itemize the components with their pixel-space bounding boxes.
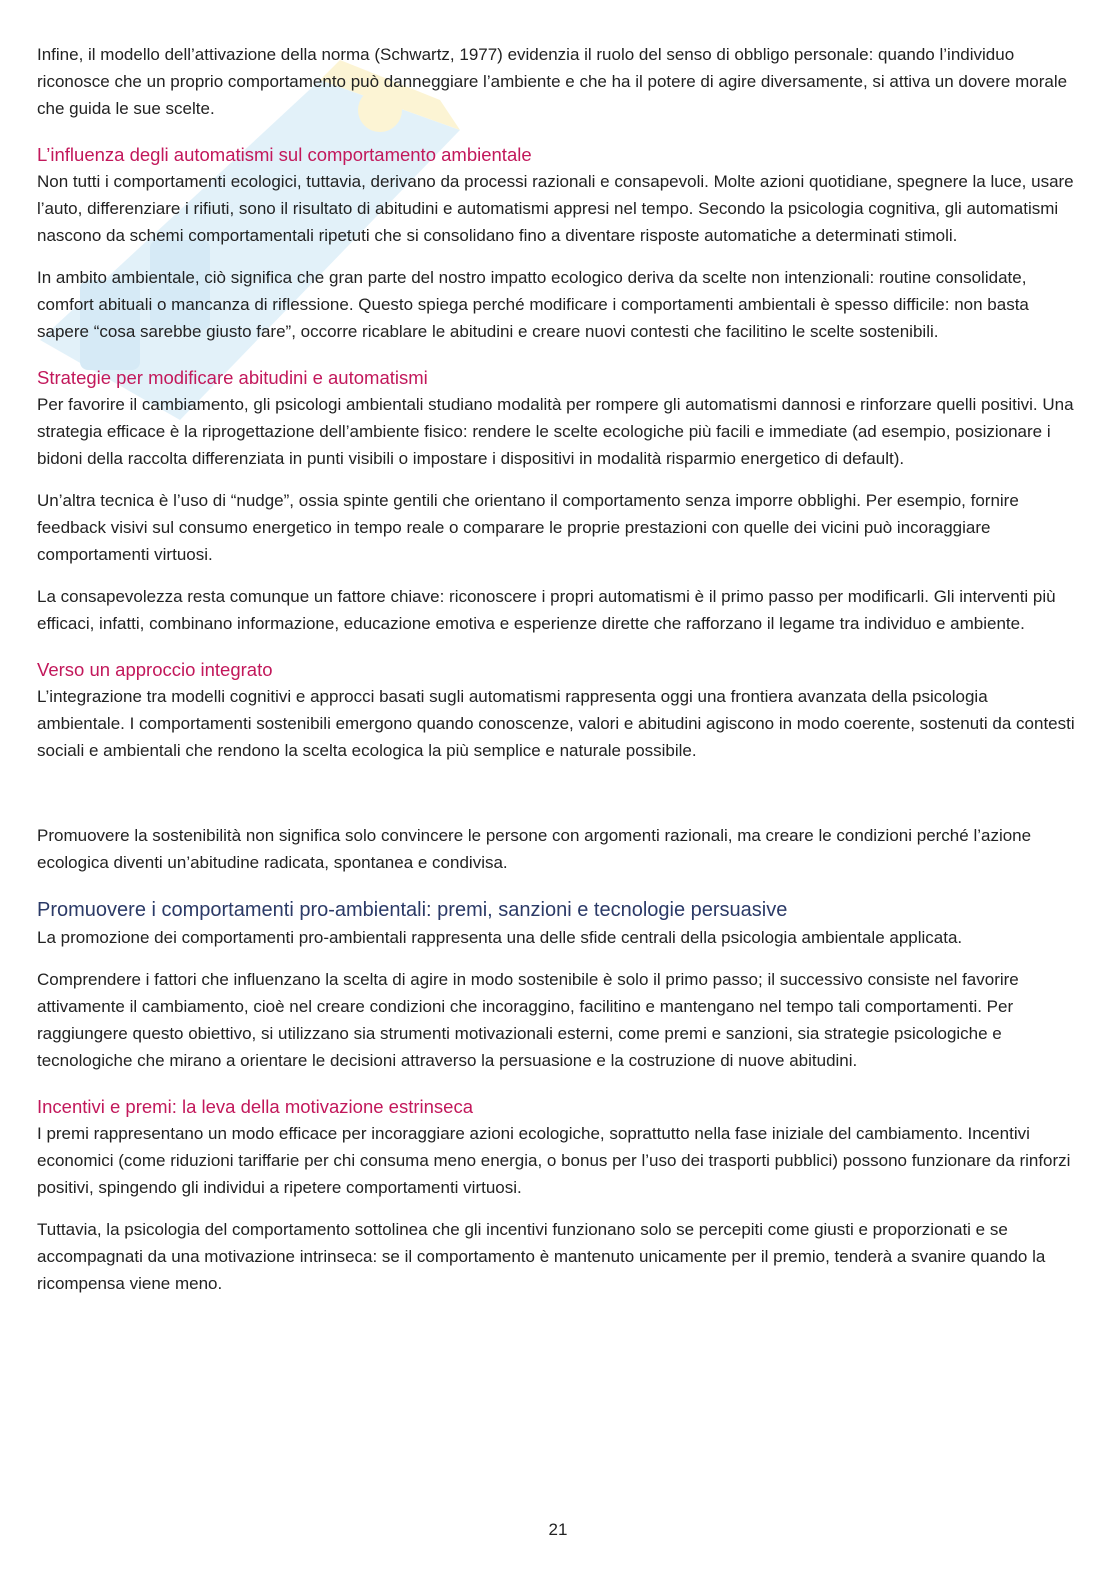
- automatismi-paragraph-2: In ambito ambientale, ciò significa che gran parte del nostro impatto ecologico deriva da scelte non intenzionali: routine consolidate, comfort abituali o mancanza di riflessione. Questo spiega perché modificare i comportamenti ambientali è spesso difficile: non basta sapere “cosa sarebbe giusto fare”, occorre ricablare le abitudini e creare nuovi contesti che facilitino le scelte sostenibili.: [37, 268, 1029, 341]
- strategie-paragraph-2: Un’altra tecnica è l’uso di “nudge”, ossia spinte gentili che orientano il comportamento senza imporre obblighi. Per esempio, fornire feedback visivi sul consumo energetico in tempo reale o comparare le proprie prestazioni con quelle dei vicini può incoraggiare comportamenti virtuosi.: [37, 491, 1019, 564]
- strategie-paragraph-1: Per favorire il cambiamento, gli psicologi ambientali studiano modalità per rompere gli automatismi dannosi e rinforzare quelli positivi. Una strategia efficace è la riprogettazione dell’ambiente fisico: rendere le scelte ecologiche più facili e immediate (ad esempio, posizionare i bidoni della raccolta differenziata in punti visibili o impostare i dispositivi in modalità risparmio energetico di default).: [37, 395, 1074, 468]
- heading-incentivi: Incentivi e premi: la leva della motivazione estrinseca: [37, 1096, 473, 1117]
- intro-paragraph: Infine, il modello dell’attivazione della norma (Schwartz, 1977) evidenzia il ruolo del senso di obbligo personale: quando l’individuo riconosce che un proprio comportamento può danneggiare l’ambiente e che ha il potere di agire diversamente, si attiva un dovere morale che guida le sue scelte.: [37, 45, 1068, 118]
- incentivi-paragraph-1: I premi rappresentano un modo efficace per incoraggiare azioni ecologiche, soprattutto nella fase iniziale del cambiamento. Incentivi economici (come riduzioni tariffarie per chi consuma meno energia, o bonus per l’uso dei trasporti pubblici) possono funzionare da rinforzi positivi, spingendo gli individui a ripetere comportamenti virtuosi.: [37, 1124, 1071, 1197]
- integrato-paragraph-1: L’integrazione tra modelli cognitivi e approcci basati sugli automatismi rappresenta oggi una frontiera avanzata della psicologia ambientale. I comportamenti sostenibili emergono quando conoscenze, valori e abitudini agiscono in modo coerente, sostenuti da contesti sociali e ambientali che rendono la scelta ecologica la più semplice e naturale possibile.: [37, 687, 1075, 760]
- heading-strategie: Strategie per modificare abitudini e automatismi: [37, 367, 428, 388]
- document-page: [37, 41, 1077, 1297]
- heading-automatismi: L’influenza degli automatismi sul comportamento ambientale: [37, 144, 532, 165]
- automatismi-paragraph-1: Non tutti i comportamenti ecologici, tuttavia, derivano da processi razionali e consapevoli. Molte azioni quotidiane, spegnere la luce, usare l’auto, differenziare i rifiuti, sono il risultato di abitudini e automatismi appresi nel tempo. Secondo la psicologia cognitiva, gli automatismi nascono da schemi comportamentali ripetuti che si consolidano fino a diventare risposte automatiche a determinati stimoli.: [37, 172, 1074, 245]
- conclusion-paragraph: Promuovere la sostenibilità non significa solo convincere le persone con argomenti razionali, ma creare le condizioni perché l’azione ecologica diventi un’abitudine radicata, spontanea e condivisa.: [37, 826, 1032, 872]
- promuovere-paragraph-1: La promozione dei comportamenti pro-ambientali rappresenta una delle sfide centrali della psicologia ambientale applicata.: [37, 928, 963, 947]
- strategie-paragraph-3: La consapevolezza resta comunque un fattore chiave: riconoscere i propri automatismi è il primo passo per modificarli. Gli interventi più efficaci, infatti, combinano informazione, educazione emotiva e esperienze dirette che rafforzano il legame tra individuo e ambiente.: [37, 587, 1056, 633]
- heading-integrato: Verso un approccio integrato: [37, 659, 273, 680]
- heading-promuovere: Promuovere i comportamenti pro-ambientali: premi, sanzioni e tecnologie persuasive: [37, 899, 788, 921]
- incentivi-paragraph-2: Tuttavia, la psicologia del comportamento sottolinea che gli incentivi funzionano solo se percepiti come giusti e proporzionati e se accompagnati da una motivazione intrinseca: se il comportamento è mantenuto unicamente per il premio, tenderà a svanire quando la ricompensa viene meno.: [37, 1220, 1046, 1293]
- page-number: 21: [548, 1520, 568, 1539]
- promuovere-paragraph-2: Comprendere i fattori che influenzano la scelta di agire in modo sostenibile è solo il primo passo; il successivo consiste nel favorire attivamente il cambiamento, cioè nel creare condizioni che incoraggino, facilitino e mantengano nel tempo tali comportamenti. Per raggiungere questo obiettivo, si utilizzano sia strumenti motivazionali esterni, come premi e sanzioni, sia strategie psicologiche e tecnologiche che mirano a orientare le decisioni attraverso la persuasione e la costruzione di nuove abitudini.: [37, 970, 1019, 1070]
